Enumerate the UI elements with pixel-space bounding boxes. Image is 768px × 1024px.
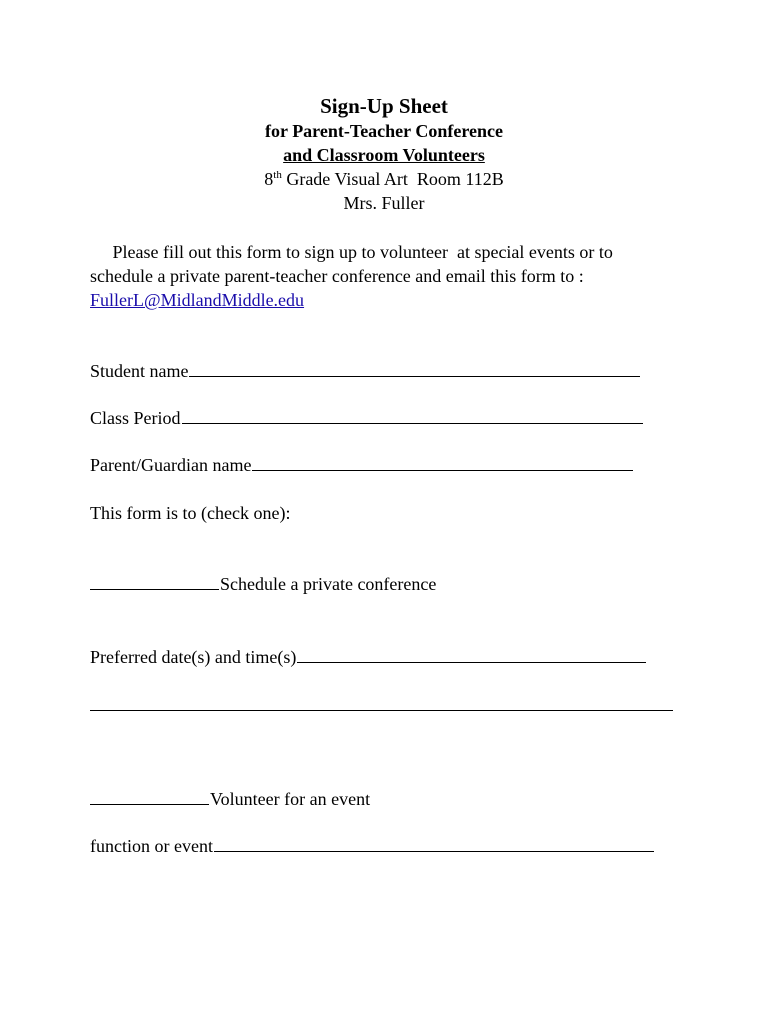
check-one-instruction: This form is to (check one): [90, 503, 291, 523]
document-title: Sign-Up Sheet [320, 94, 448, 118]
student-name-blank[interactable] [189, 359, 640, 377]
conference-checkbox-blank[interactable] [90, 572, 219, 590]
class-period-field [90, 406, 643, 430]
function-event-label: function or event [90, 836, 213, 856]
grade-number: 8 [264, 169, 274, 189]
class-period-label: Class Period [90, 408, 181, 428]
conference-option-label: Schedule a private conference [220, 574, 437, 594]
intro-email-line [90, 288, 690, 312]
parent-name-blank[interactable] [252, 453, 633, 471]
teacher-name: Mrs. Fuller [343, 193, 425, 213]
document-subtitle-underlined: and Classroom Volunteers [283, 145, 485, 165]
function-event-blank[interactable] [214, 834, 654, 852]
volunteer-option-label: Volunteer for an event [210, 789, 371, 809]
function-event-field [90, 834, 654, 858]
grade-room-text: Grade Visual Art Room 112B [281, 169, 504, 189]
class-period-blank[interactable] [182, 406, 643, 424]
preferred-dates-extra-blank[interactable] [90, 710, 673, 711]
intro-line-1: Please fill out this form to sign up to volunteer at special events or to [90, 242, 613, 262]
document-subtitle: for Parent-Teacher Conference [265, 121, 503, 141]
student-name-field [90, 359, 640, 383]
grade-suffix: th [273, 169, 282, 181]
conference-option [90, 572, 436, 596]
parent-name-label: Parent/Guardian name [90, 455, 252, 475]
email-link[interactable]: FullerL@MidlandMiddle.edu [90, 290, 305, 310]
preferred-dates-blank[interactable] [297, 645, 646, 663]
grade-room-line [0, 169, 768, 190]
volunteer-option [90, 787, 370, 811]
intro-line-2: schedule a private parent-teacher conference and email this form to : [90, 266, 584, 286]
student-name-label: Student name [90, 361, 189, 381]
volunteer-checkbox-blank[interactable] [90, 787, 209, 805]
preferred-dates-field [90, 645, 646, 669]
preferred-dates-label: Preferred date(s) and time(s) [90, 647, 297, 667]
parent-name-field [90, 453, 633, 477]
